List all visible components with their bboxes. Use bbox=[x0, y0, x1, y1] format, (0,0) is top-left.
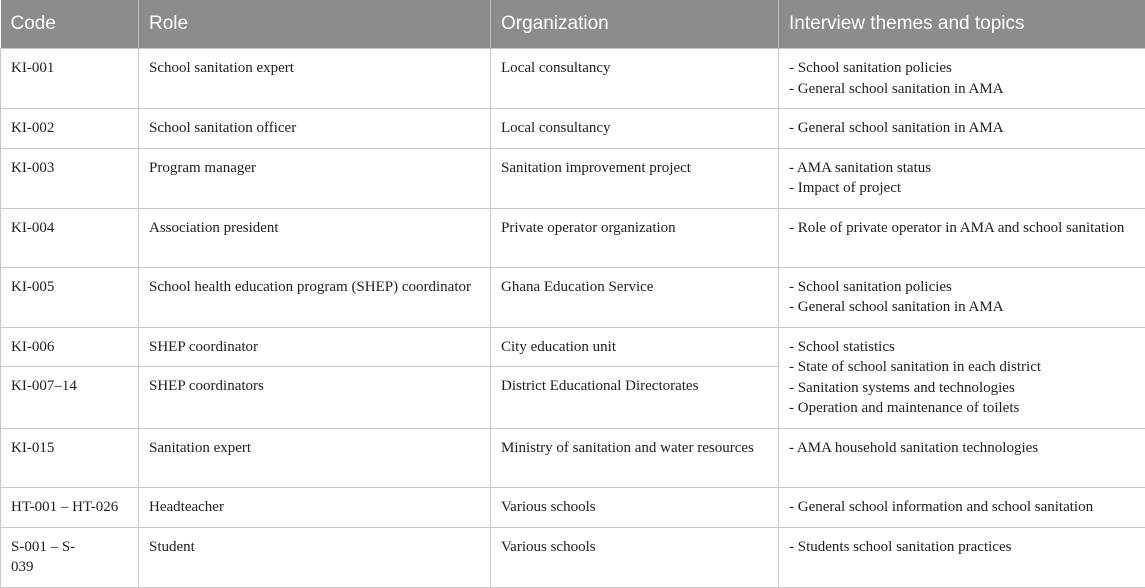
table-row bbox=[1, 267, 1145, 327]
role-cell: School sanitation expert bbox=[139, 49, 491, 109]
theme-item: - Sanitation systems and technologies bbox=[789, 378, 1135, 399]
role-cell: Sanitation expert bbox=[139, 429, 491, 488]
code-cell: S-001 – S-039 bbox=[1, 527, 139, 587]
organization-cell: Private operator organization bbox=[491, 208, 779, 267]
themes-cell bbox=[779, 488, 1145, 528]
code-cell: KI-007–14 bbox=[1, 367, 139, 429]
theme-item: - School statistics bbox=[789, 337, 1135, 358]
theme-item: - General school information and school sanitation bbox=[789, 497, 1135, 518]
theme-item: - Role of private operator in AMA and school sanitation bbox=[789, 218, 1135, 239]
code-cell: KI-004 bbox=[1, 208, 139, 267]
theme-item: - Students school sanitation practices bbox=[789, 537, 1135, 558]
organization-cell: Local consultancy bbox=[491, 49, 779, 109]
code-cell: HT-001 – HT-026 bbox=[1, 488, 139, 528]
role-cell: SHEP coordinators bbox=[139, 367, 491, 429]
table-row bbox=[1, 208, 1145, 267]
header-code: Code bbox=[1, 0, 139, 49]
themes-cell bbox=[779, 208, 1145, 267]
header-row bbox=[1, 0, 1145, 49]
themes-cell bbox=[779, 429, 1145, 488]
code-cell: KI-005 bbox=[1, 267, 139, 327]
table-row bbox=[1, 488, 1145, 528]
role-cell: Headteacher bbox=[139, 488, 491, 528]
theme-item: - General school sanitation in AMA bbox=[789, 79, 1135, 100]
themes-cell bbox=[779, 148, 1145, 208]
theme-item: - AMA sanitation status bbox=[789, 158, 1135, 179]
table-row bbox=[1, 429, 1145, 488]
organization-cell: District Educational Directorates bbox=[491, 367, 779, 429]
code-cell: KI-003 bbox=[1, 148, 139, 208]
themes-cell bbox=[779, 267, 1145, 327]
organization-cell: Ghana Education Service bbox=[491, 267, 779, 327]
theme-item: - General school sanitation in AMA bbox=[789, 118, 1135, 139]
role-cell: SHEP coordinator bbox=[139, 327, 491, 367]
theme-item: - Impact of project bbox=[789, 178, 1135, 199]
organization-cell: Various schools bbox=[491, 488, 779, 528]
theme-item: - State of school sanitation in each district bbox=[789, 357, 1135, 378]
header-role: Role bbox=[139, 0, 491, 49]
organization-cell: Ministry of sanitation and water resources bbox=[491, 429, 779, 488]
themes-cell bbox=[779, 49, 1145, 109]
code-cell: KI-015 bbox=[1, 429, 139, 488]
themes-cell bbox=[779, 527, 1145, 587]
header-organization: Organization bbox=[491, 0, 779, 49]
role-cell: Student bbox=[139, 527, 491, 587]
theme-item: - AMA household sanitation technologies bbox=[789, 438, 1135, 459]
role-cell: School sanitation officer bbox=[139, 109, 491, 149]
table-row bbox=[1, 148, 1145, 208]
theme-item: - School sanitation policies bbox=[789, 277, 1135, 298]
organization-cell: Local consultancy bbox=[491, 109, 779, 149]
role-cell: Association president bbox=[139, 208, 491, 267]
theme-item: - School sanitation policies bbox=[789, 58, 1135, 79]
organization-cell: Various schools bbox=[491, 527, 779, 587]
table-row bbox=[1, 109, 1145, 149]
table-row bbox=[1, 527, 1145, 587]
themes-cell bbox=[779, 327, 1145, 429]
organization-cell: City education unit bbox=[491, 327, 779, 367]
theme-item: - General school sanitation in AMA bbox=[789, 297, 1135, 318]
header-themes: Interview themes and topics bbox=[779, 0, 1145, 49]
theme-item: - Operation and maintenance of toilets bbox=[789, 398, 1135, 419]
code-cell: KI-002 bbox=[1, 109, 139, 149]
table-row bbox=[1, 327, 1145, 367]
table-row bbox=[1, 49, 1145, 109]
code-cell: KI-006 bbox=[1, 327, 139, 367]
role-cell: Program manager bbox=[139, 148, 491, 208]
role-cell: School health education program (SHEP) coordinator bbox=[139, 267, 491, 327]
themes-cell bbox=[779, 109, 1145, 149]
organization-cell: Sanitation improvement project bbox=[491, 148, 779, 208]
code-cell: KI-001 bbox=[1, 49, 139, 109]
